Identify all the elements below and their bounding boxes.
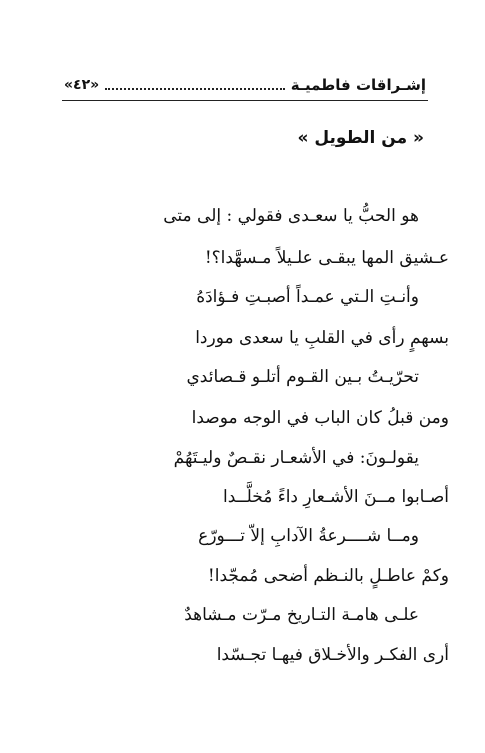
- poem-line: وكمْ عاطـلٍ بالنـظم أضحى مُمجّدا!: [207, 566, 449, 586]
- poem-line: يقولـونَ: في الأشعـار نقـصٌ وليـتَهُمْ: [173, 448, 419, 468]
- page-number: «٤٢»: [64, 77, 100, 93]
- poem-line: ومــا شــــرعةُ الآدابِ إلاّ تـــورّع: [198, 526, 419, 546]
- running-header: [64, 74, 426, 96]
- poem-line: وأنـتِ الـتي عمـداً أصبـتِ فـؤادَهُ: [196, 287, 419, 307]
- poem-line: بسهمٍ رأى في القلبِ يا سعدى موردا: [195, 328, 449, 348]
- poem-line: ومن قبلُ كان الباب في الوجه موصدا: [191, 408, 449, 428]
- header-dot-leader: [105, 80, 285, 90]
- header-divider: [62, 100, 428, 101]
- poem-line: علـى هامـة التـاريخ مـرّت مـشاهدٌ: [184, 605, 419, 625]
- poem-line: هو الحبُّ يا سعـدى فقولي : إلى متى: [163, 206, 419, 226]
- header-title: إشـراقات فاطميـة: [290, 76, 426, 94]
- poem-line: تحرّيـتُ بـين القـوم أتلـو قـصائدي: [186, 367, 419, 387]
- poem-line: أرى الفكـر والأخـلاق فيهـا تجـسّدا: [216, 645, 449, 665]
- section-title: « من الطويل »: [297, 128, 424, 148]
- poem-line: عـشيق المها يبقـى علـيلاً مـسهَّدا؟!: [204, 248, 449, 268]
- poem-line: أصـابوا مــنَ الأشـعارِ داءً مُخلَّــدا: [222, 487, 449, 507]
